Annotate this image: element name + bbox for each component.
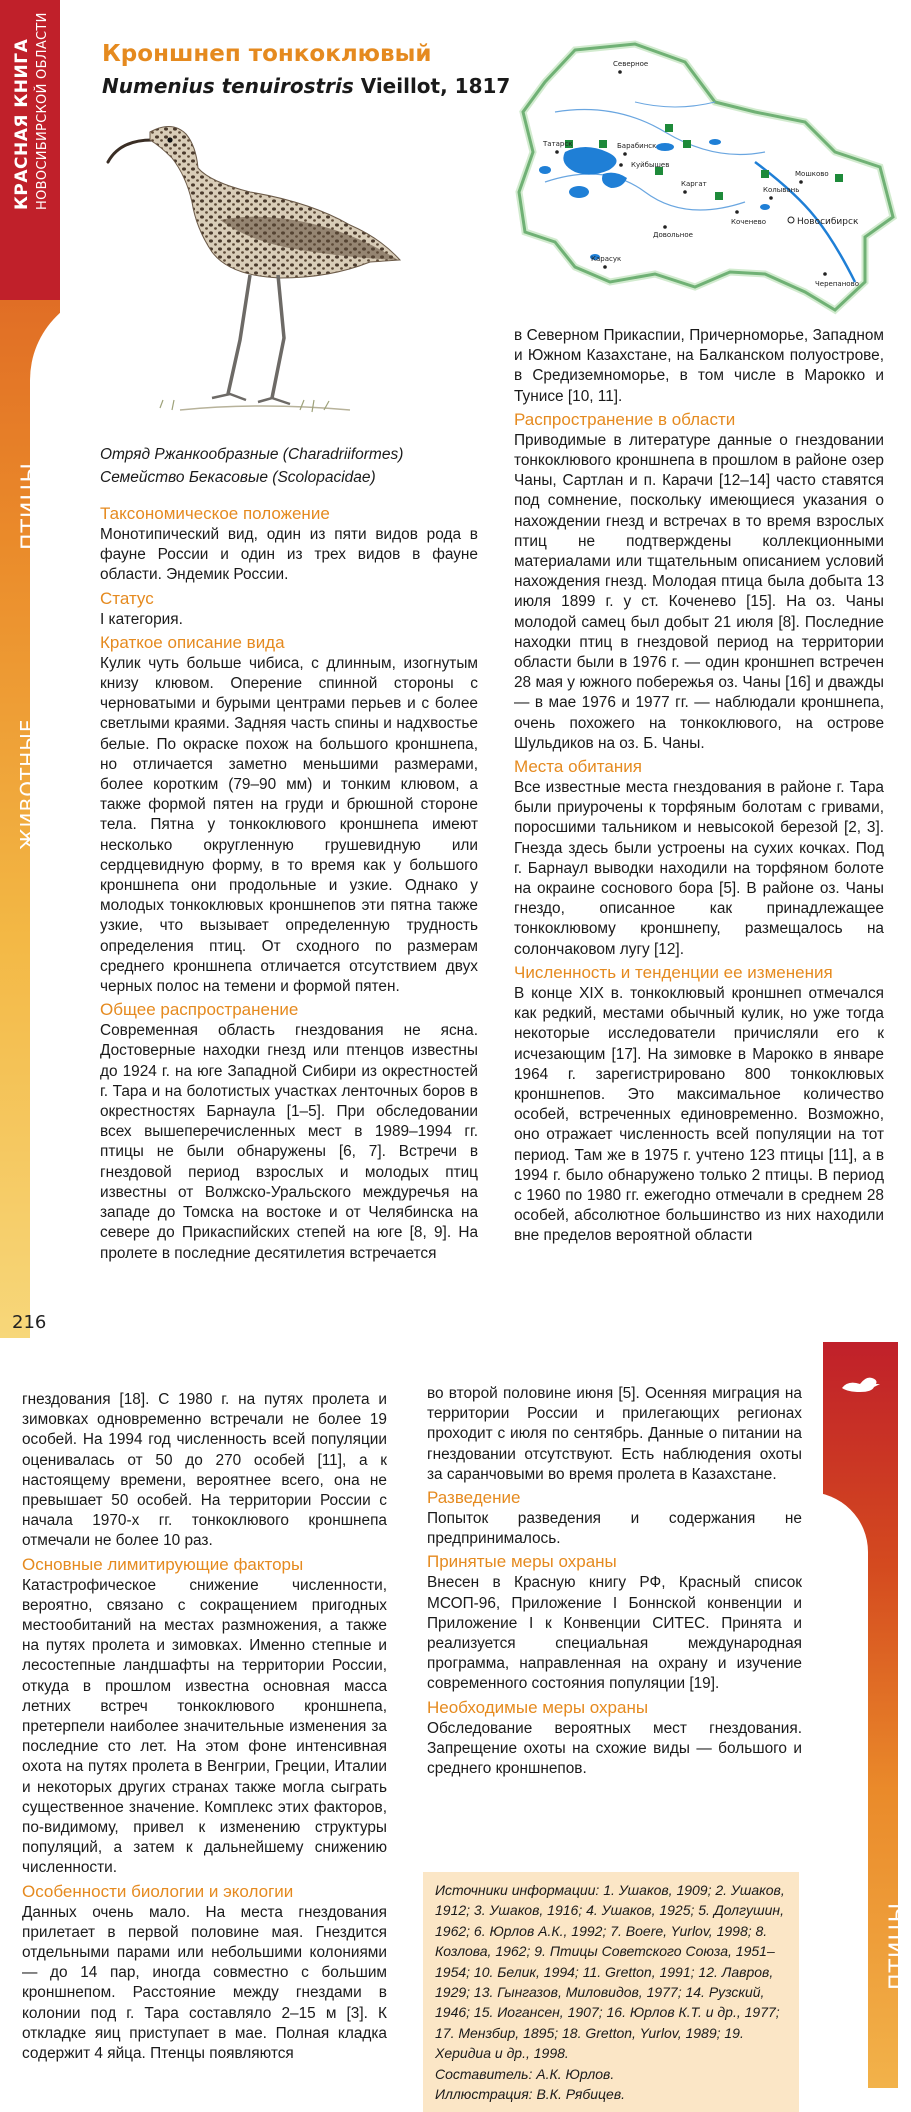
- section-text: Внесен в Красную книгу РФ, Красный список МСОП-96, Приложение I Боннской конвенции и Приложение I к Конвенции СИТЕС. Принята и реализуется специальная международная программа, направленная на охрану и изучение современного состояния популяции [19].: [427, 1574, 802, 1693]
- band-region: НОВОСИБИРСКОЙ ОБЛАСТИ: [35, 12, 50, 210]
- section-text: во второй половине июня [5]. Осенняя миграция на территории России и прилегающих регионах проходит с июля по сентябрь. Данные о питании на гнездовании отсутствуют. Есть наблюдения охоты за саранчовыми во время пролета в Казахстане.: [427, 1385, 802, 1483]
- section-text: в Северном Прикаспии, Причерноморье, Западном и Южном Казахстане, на Балканском полуострове, в Средиземноморье, в том числе в Марокко и Тунисе [10, 11].: [514, 327, 884, 405]
- duck-icon: [838, 1372, 882, 1394]
- left-column: [22, 1390, 387, 2066]
- band-book-title: КРАСНАЯ КНИГА: [12, 38, 32, 210]
- illustrator-line: Иллюстрация: В.К. Рябицев.: [435, 2086, 626, 2103]
- right-column: [514, 326, 884, 1249]
- section-text: Катастрофическое снижение численности, вероятно, связано с сокращением пригодных местообитаний на местах размножения, а также на путях пролета и зимовках. Именно степные и лесостепные ландшафты на территории России, откуда в прошлом известна основная масса летних встреч тонкоклювого кроншнепа, претерпели наиболее значительные изменения за последние сто лет. На этом фоне интенсивная охота на путях пролета в Венгрии, Греции, Италии и некоторых других странах также могла сыграть существенное значение. Комплекс этих факторов, по-видимому, привел к изменению структуры популяций, а затем к дальнейшему снижению численности.: [22, 1576, 387, 1877]
- svg-text:Довольное: Довольное: [653, 231, 693, 239]
- section-heading: Основные лимитирующие факторы: [22, 1554, 304, 1574]
- sources-text: Источники информации: 1. Ушаков, 1909; 2. Ушаков, 1912; 3. Ушаков, 1916; 4. Ушаков, 1925; 5. Долгушин, 1962; 6. Юрлов А.К., 1992; 7. Boere, Yurlov, 1998; 8. Козлова, 1962; 9. Птицы Советского Союза, 1951–1954; 10. Белик, 1994; 11. Gretton, 1991; 12. Лавров, 1929; 13. Гынгазов, Миловидов, 1977; 14. Рузский, 1946; 15. Иогансен, 1907; 16. Юрлов К.Т. и др., 1977; 17. Мензбир, 1895; 18. Gretton, Yurlov, 1989; 19. Херидиа и др., 1998.: [435, 1882, 785, 2062]
- species-latin-name: Numenius tenuirostris Vieillot, 1817: [102, 74, 511, 98]
- svg-text:Мошково: Мошково: [795, 170, 829, 178]
- section-heading: Необходимые меры охраны: [427, 1697, 649, 1717]
- svg-text:Колывань: Колывань: [763, 186, 800, 194]
- compiler-line: Составитель: А.К. Юрлов.: [435, 2065, 615, 2082]
- taxonomy-lines: [100, 443, 500, 489]
- section-text: Данных очень мало. На места гнездования прилетает в первой половине мая. Гнездится отдельными парами или небольшими колониями — до 14 пар, иногда совместно с большим кроншнепом. Расстояние между гнездами в колонии под г. Тара составляло 2–15 м [3]. К откладке яиц приступает в мае. Полная кладка содержит 4 яйца. Птенцы появляются: [22, 1903, 387, 2063]
- section-text: I категория.: [100, 610, 183, 628]
- sources-box: [423, 1872, 799, 2112]
- section-heading: Таксономическое положение: [100, 504, 330, 523]
- left-column: [100, 503, 478, 1266]
- section-text: гнездования [18]. С 1980 г. на путях пролета и зимовках одновременно встречали не более 19 особей. На 1994 год численность всей популяции оценивалась от 50 до 270 особей [11], а к настоящему времени, вероятнее всего, она не превышает 50 особей. На территории России с начала 1970-х гг. тонкоклювого кроншнепа отмечали не более 10 раз.: [22, 1391, 387, 1550]
- section-text: Попыток разведения и содержания не предпринималось.: [427, 1510, 802, 1548]
- order-line: Отряд Ржанкообразные (Charadriiformes): [100, 446, 404, 463]
- section-heading: Численность и тенденции ее изменения: [514, 962, 833, 982]
- svg-text:Каргат: Каргат: [681, 180, 707, 188]
- svg-text:Северное: Северное: [613, 60, 649, 68]
- svg-text:Татарск: Татарск: [543, 140, 573, 148]
- band-section-animals: ЖИВОТНЫЕ: [16, 718, 40, 850]
- section-text: В конце XIX в. тонкоклювый кроншнеп отмечался как редкий, местами обычный кулик, но уже тогда некоторые исследователи причисляли его к исчезающим [17]. На зимовке в Марокко в январе 1964 г. зарегистрировано 800 тонкоклювых кроншнепов. Это максимальное количество особей, встреченных единовременно. Возможно, оно отражает численность всей популяции на тот период. Там же в 1975 г. учтено 123 птицы [11], а в 1994 г. было обнаружено только 2 птицы. В период с 1960 по 1980 гг. ежегодно отмечали в среднем 28 особей, абсолютное большинство из них находили вне пределов вероятной области: [514, 984, 884, 1245]
- species-title: Кроншнеп тонкоклювый: [102, 41, 432, 67]
- section-heading: Особенности биологии и экологии: [22, 1881, 294, 1901]
- section-text: Обследование вероятных мест гнездования. Запрещение охоты на схожие виды — большого и среднего кроншнепов.: [427, 1719, 802, 1778]
- band-section-birds-right: ПТИЦЫ: [886, 1902, 911, 1990]
- section-heading: Распространение в области: [514, 409, 736, 429]
- right-column: [427, 1384, 802, 1781]
- svg-text:Новосибирск: Новосибирск: [797, 217, 859, 227]
- section-text: Приводимые в литературе данные о гнездовании тонкоклювого кроншнепа в прошлом в районе озер Чаны, Сартлан и п. Карачи [12–14] часто ставятся под сомнение, поскольку имеющиеся указания о нахождении гнезд и встречах в то время взрослых птиц не подтверждены коллекционными материалами или тщательным описанием условий нахождения гнезд. Молодая птица была добыта 13 июля 1899 г. у ст. Коченево [15]. На оз. Чаны молодой самец был добыт 21 июля [8]. Последние находки птиц в гнездовой период на территории области были в 1976 г. — один кроншнеп встречен 28 мая у южного побережья оз. Чаны [16] и дважды — в мае 1976 и 1977 гг. — наблюдали кроншнепа, очень похожего на тонкоклювого, на острове Шульдиков на оз. Б. Чаны.: [514, 431, 884, 752]
- section-heading: Места обитания: [514, 757, 642, 777]
- section-heading: Общее распространение: [100, 1000, 299, 1020]
- section-heading: Разведение: [427, 1488, 521, 1508]
- section-text: Все известные места гнездования в районе г. Тара были приурочены к торфяным болотам с гривами, поросшими тальником и невысокой березой [2, 3]. Гнезда здесь были устроены на сухих кочках. Под г. Барнаул выводки находили на торфяном болоте на окраине соснового бора [5]. В районе оз. Чаны гнездо, описанное как принадлежащее тонкоклювому кроншнепу, размещалось на солончаковом лугу [12].: [514, 779, 884, 958]
- distribution-map: [515, 42, 895, 320]
- band-section-birds: ПТИЦЫ: [18, 462, 43, 550]
- section-heading: Принятые меры охраны: [427, 1552, 617, 1572]
- page-217: [0, 1342, 911, 2103]
- family-line: Семейство Бекасовые (Scolopacidae): [100, 469, 376, 486]
- svg-text:Черепаново: Черепаново: [815, 280, 859, 288]
- svg-text:Карасук: Карасук: [591, 255, 622, 263]
- section-heading: Статус: [100, 588, 154, 608]
- page-number: 216: [12, 1312, 47, 1333]
- section-text: Современная область гнездования не ясна. Достоверные находки гнезд или птенцов известны до 1924 г. на юге Западной Сибири из окрестностей г. Тара и на болотистых участках ленточных боров в окрестностях Барнаула [1–5]. При обследовании всех вышеперечисленных мест в 1989–1994 гг. птицы не были обнаружены [6, 7]. Встречи в гнездовой период взрослых и молодых птиц известны от Волжско-Уральского междуречья на западе до Томска на востоке и от Челябинска на севере до Прикаспийских степей на юге [8, 9]. На пролете в последние десятилетия встречается: [100, 1022, 478, 1262]
- section-heading: Краткое описание вида: [100, 632, 285, 652]
- svg-text:Куйбышев: Куйбышев: [631, 161, 670, 169]
- curlew-illustration: [100, 110, 480, 425]
- section-text: Кулик чуть больше чибиса, с длинным, изогнутым книзу клювом. Оперение спинной стороны с черноватыми и бурыми центрами перьев и с более светлыми краями. Задняя часть спины и надхвостье белые. По окраске похож на большого кроншнепа, но отличается заметно меньшими размерами, более коротким (79–90 мм) и тонким клювом, а также формой пятен на груди и брюшной стороне тела. Пятна у тонкоклювого кроншнепа имеют несколько округленную грушевидную или сердцевидную форму, в то время как у большого кроншнепа они продольные и узкие. Однако у молодых тонкоклювых кроншнепов эти пятна также узкие, что вызывает определенную трудность определения птиц. От сходного по размерам среднего кроншнепа отличается отсутствием двух черных полос на темени и формой пятен.: [100, 654, 478, 996]
- svg-text:Коченево: Коченево: [731, 218, 766, 226]
- svg-text:Барабинск: Барабинск: [617, 142, 657, 150]
- section-text: Монотипический вид, один из пяти видов рода в фауне России и один из трех видов в фауне области. Эндемик России.: [100, 526, 478, 584]
